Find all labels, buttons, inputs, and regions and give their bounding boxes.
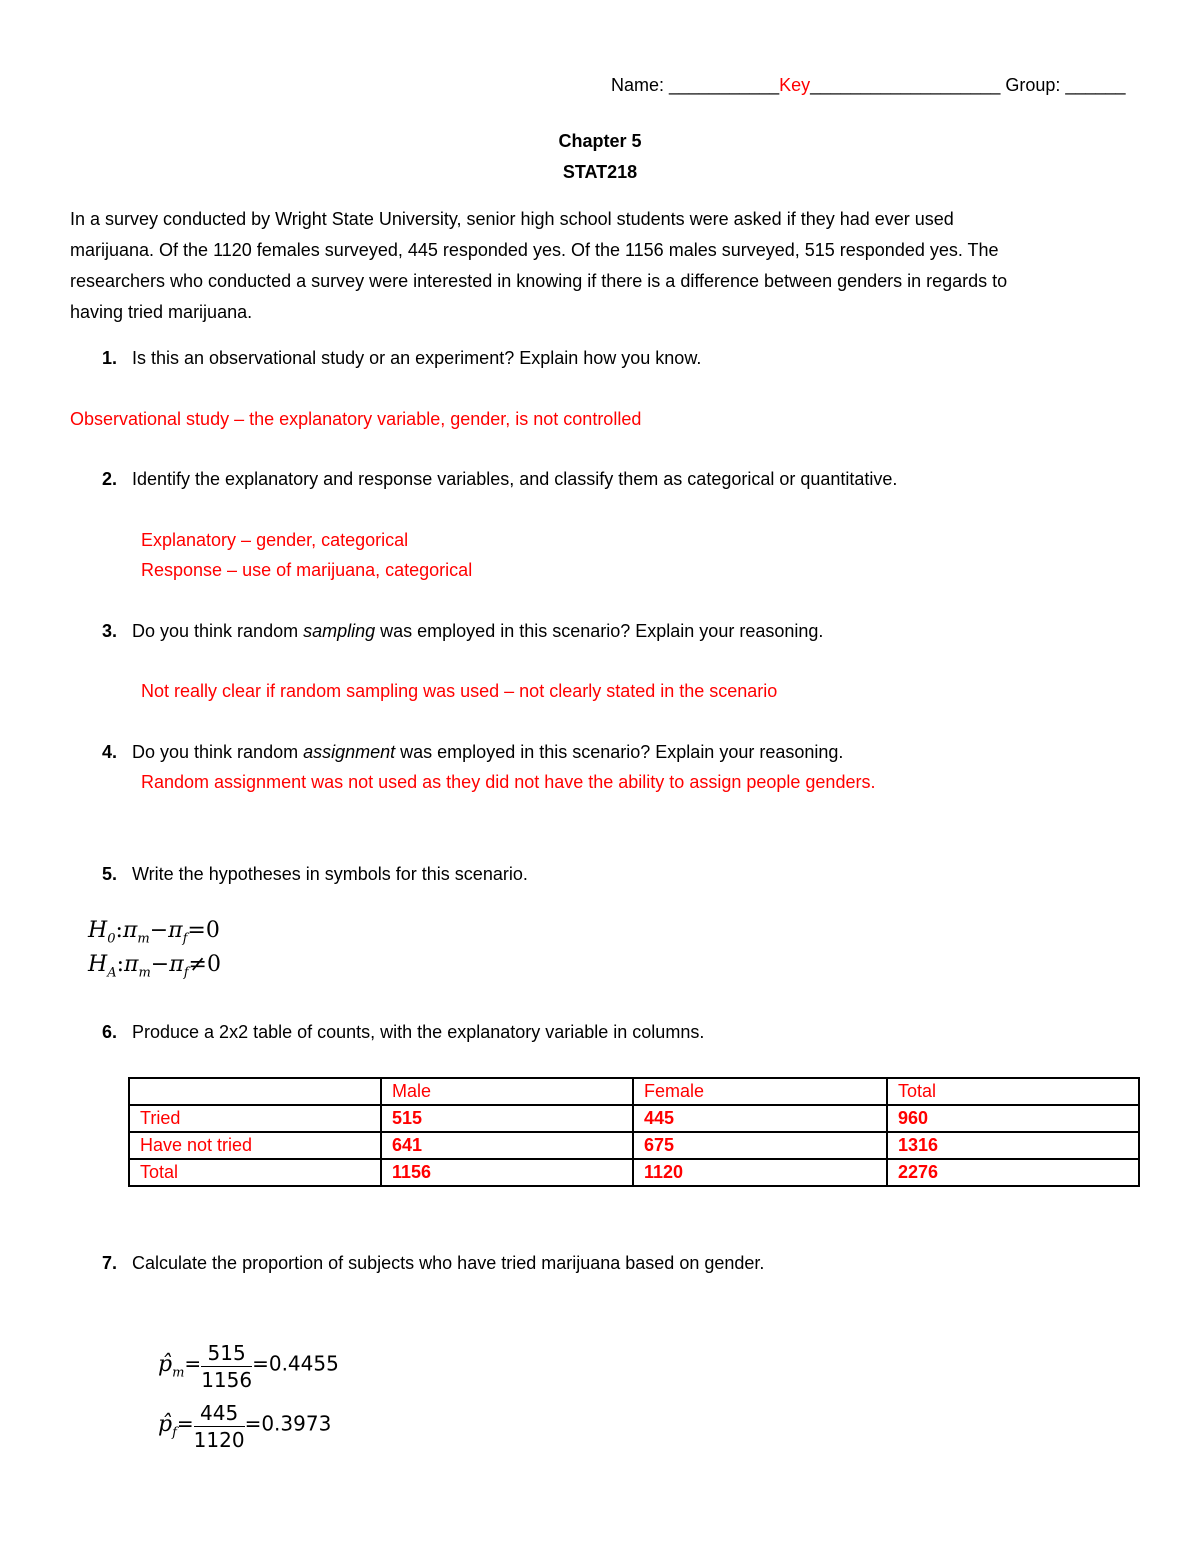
question-text-b: was employed in this scenario? Explain your reasoning. bbox=[395, 742, 844, 762]
question-text-a: Do you think random bbox=[132, 742, 304, 762]
answer-2-explanatory: Explanatory – gender, categorical bbox=[141, 530, 409, 550]
intro-line: In a survey conducted by Wright State University, senior high school students were asked if they had ever used bbox=[70, 209, 954, 229]
question-number: 6. bbox=[102, 1022, 118, 1042]
question-6 bbox=[102, 1022, 704, 1043]
question-text: Write the hypotheses in symbols for this scenario. bbox=[132, 864, 528, 884]
table-cell: 515 bbox=[381, 1105, 633, 1132]
pi-f-subscript: f bbox=[183, 965, 189, 981]
h0-subscript: 0 bbox=[107, 931, 116, 947]
fraction-numerator: 445 bbox=[194, 1400, 245, 1427]
table-header-row bbox=[129, 1078, 1139, 1105]
question-text: Calculate the proportion of subjects who have tried marijuana based on gender. bbox=[132, 1253, 765, 1273]
question-3 bbox=[102, 621, 823, 642]
proportion-subscript: f bbox=[172, 1425, 177, 1441]
ha-subscript: A bbox=[107, 965, 117, 981]
proportion-subscript: m bbox=[172, 1365, 185, 1381]
proportion-result: =0.4455 bbox=[252, 1351, 339, 1376]
question-text: Identify the explanatory and response variables, and classify them as categorical or quantitative. bbox=[132, 469, 898, 489]
table-cell: 675 bbox=[633, 1132, 887, 1159]
row-label: Total bbox=[129, 1159, 381, 1186]
fraction bbox=[201, 1340, 252, 1393]
question-5 bbox=[102, 864, 528, 885]
ha-relation: ≠0 bbox=[188, 952, 221, 977]
table-header-cell: Male bbox=[381, 1078, 633, 1105]
fraction-numerator: 515 bbox=[201, 1340, 252, 1367]
table-row bbox=[129, 1105, 1139, 1132]
answer-1: Observational study – the explanatory variable, gender, is not controlled bbox=[70, 409, 642, 429]
pi-m-subscript: m bbox=[137, 931, 150, 947]
name-value: Key bbox=[779, 75, 811, 95]
row-label: Tried bbox=[129, 1105, 381, 1132]
intro-line: researchers who conducted a survey were interested in knowing if there is a difference between genders in regards to bbox=[70, 271, 1008, 291]
name-group-header bbox=[611, 70, 1126, 101]
null-hypothesis: $H_0:\pi_m-\pi_f=0$ bbox=[88, 918, 220, 947]
table-row bbox=[129, 1159, 1139, 1186]
table-cell: 2276 bbox=[887, 1159, 1139, 1186]
row-label: Have not tried bbox=[129, 1132, 381, 1159]
question-text: Is this an observational study or an experiment? Explain how you know. bbox=[132, 348, 702, 368]
proportion-female: $p̂_f=$ $\frac{445}{1120}$ =0.3973 bbox=[158, 1401, 332, 1452]
intro-paragraph bbox=[70, 204, 1007, 328]
question-emphasis: assignment bbox=[303, 742, 396, 762]
intro-line: having tried marijuana. bbox=[70, 302, 253, 322]
answer-4: Random assignment was not used as they did not have the ability to assign people genders. bbox=[141, 772, 876, 792]
table-cell: 1156 bbox=[381, 1159, 633, 1186]
pi-f-subscript: f bbox=[182, 931, 188, 947]
question-number: 5. bbox=[102, 864, 118, 884]
table-row bbox=[129, 1132, 1139, 1159]
table-cell: 1120 bbox=[633, 1159, 887, 1186]
question-text-a: Do you think random bbox=[132, 621, 304, 641]
question-number: 4. bbox=[102, 742, 118, 762]
answer-2-response: Response – use of marijuana, categorical bbox=[141, 560, 473, 580]
chapter-title: Chapter 5 bbox=[558, 131, 642, 151]
fraction-denominator: 1120 bbox=[193, 1428, 245, 1452]
question-text: Produce a 2x2 table of counts, with the explanatory variable in columns. bbox=[132, 1022, 705, 1042]
question-number: 3. bbox=[102, 621, 118, 641]
course-code: STAT218 bbox=[562, 162, 638, 182]
question-text-b: was employed in this scenario? Explain your reasoning. bbox=[375, 621, 824, 641]
question-1 bbox=[102, 348, 701, 369]
intro-line: marijuana. Of the 1120 females surveyed, 445 responded yes. Of the 1156 males surveyed, 515 responded yes. The bbox=[70, 240, 999, 260]
question-2 bbox=[102, 469, 897, 490]
table-cell: 445 bbox=[633, 1105, 887, 1132]
table-header-cell: Female bbox=[633, 1078, 887, 1105]
question-number: 7. bbox=[102, 1253, 118, 1273]
h0-relation: =0 bbox=[187, 918, 220, 943]
table-cell: 641 bbox=[381, 1132, 633, 1159]
table-cell: 960 bbox=[887, 1105, 1139, 1132]
group-label: Group: ______ bbox=[1005, 75, 1126, 95]
pi-m-subscript: m bbox=[138, 965, 151, 981]
fraction-denominator: 1156 bbox=[201, 1368, 253, 1392]
question-7 bbox=[102, 1253, 764, 1274]
table-cell: 1316 bbox=[887, 1132, 1139, 1159]
proportion-result: =0.3973 bbox=[244, 1411, 332, 1436]
table-header-cell: Total bbox=[887, 1078, 1139, 1105]
fraction bbox=[194, 1400, 245, 1453]
answer-3: Not really clear if random sampling was used – not clearly stated in the scenario bbox=[141, 681, 778, 701]
name-underline: ___________________ bbox=[810, 75, 1001, 95]
question-4 bbox=[102, 742, 843, 763]
question-number: 2. bbox=[102, 469, 118, 489]
name-label: Name: ___________ bbox=[611, 75, 780, 95]
question-emphasis: sampling bbox=[303, 621, 376, 641]
table-header-cell bbox=[129, 1078, 381, 1105]
alternative-hypothesis: $H_A:\pi_m-\pi_f\ne 0$ bbox=[88, 952, 221, 981]
proportion-male: $p̂_m=$ $\frac{515}{1156}$ =0.4455 bbox=[158, 1341, 339, 1392]
question-number: 1. bbox=[102, 348, 118, 368]
counts-table bbox=[128, 1077, 1140, 1187]
